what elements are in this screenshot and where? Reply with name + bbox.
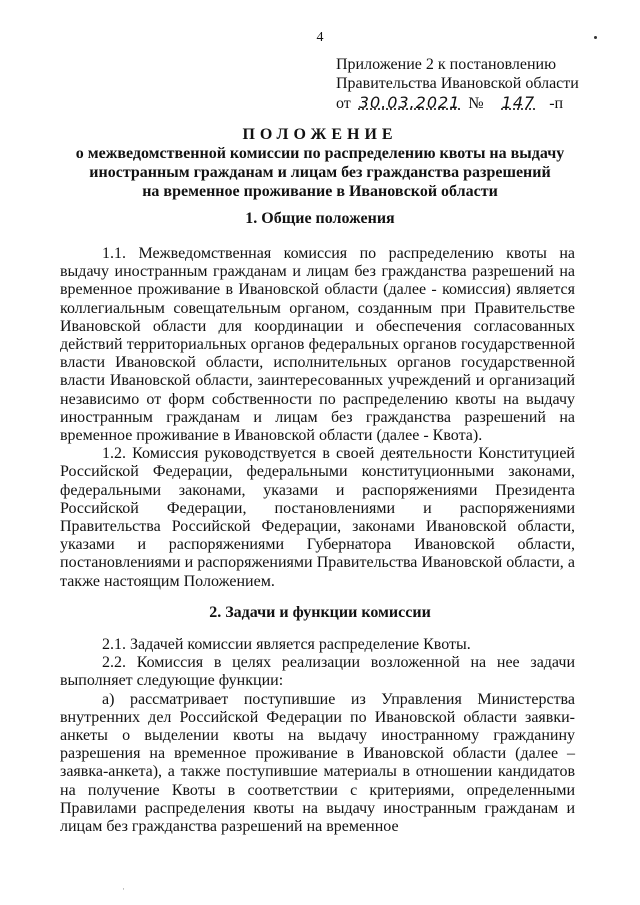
appendix-line-1: Приложение 2 к постановлению <box>336 56 557 73</box>
section-2-heading: 2. Задачи и функции комиссии <box>209 604 431 621</box>
section-2-body <box>60 636 575 836</box>
section-1-heading: 1. Общие положения <box>245 210 395 227</box>
paragraph-2-2: 2.2. Комиссия в целях реализации возложенной на нее задачи выполняет следующие функции: <box>60 654 575 690</box>
paragraph-1-2: 1.2. Комиссия руководствуется в своей деятельности Конституцией Российской Федерации, федеральными конституционными законами, федеральными законами, указами и распоряжениями Президента Российской Федерации, постановлениями и распоряжениями Правительства Российской Федерации, законами Ивановской области, указами и распоряжениями Губернатора Ивановской области, постановлениями и распоряжениями Правительства Ивановской области, а также настоящим Положением. <box>60 445 575 590</box>
appendix-number-label: № <box>468 95 484 112</box>
title-line-2: иностранным гражданам и лицам без гражданства разрешений <box>89 164 551 181</box>
title-line-1: о межведомственной комиссии по распределению квоты на выдачу <box>75 145 565 162</box>
title-main: ПОЛОЖЕНИЕ <box>242 126 398 143</box>
paragraph-2-1: 2.1. Задачей комиссии является распределение Квоты. <box>102 636 471 653</box>
page-number: 4 <box>316 30 324 45</box>
title-line-3: на временное проживание в Ивановской области <box>142 183 498 200</box>
section-1-body <box>60 245 575 591</box>
document-title <box>0 125 640 201</box>
appendix-number: 147 <box>501 93 536 112</box>
paragraph-1-1: 1.1. Межведомственная комиссия по распределению квоты на выдачу иностранным гражданам и лицам без гражданства разрешений на временное проживание в Ивановской области (далее - комиссия) является коллегиальным совещательным органом, созданным при Правительстве Ивановской области для координации и обеспечения согласованных действий территориальных органов федеральных органов государственной власти Ивановской области, исполнительных органов государственной власти Ивановской области, заинтересованных учреждений и организаций независимо от форм собственности по распределению квоты на выдачу иностранным гражданам и лицам без гражданства разрешений на временное проживание в Ивановской области (далее - Квота). <box>60 245 575 445</box>
appendix-line-2: Правительства Ивановской области <box>336 75 579 92</box>
appendix-block <box>336 55 579 113</box>
appendix-suffix: -п <box>549 95 564 112</box>
appendix-line-3 <box>336 93 579 113</box>
paragraph-2-a: а) рассматривает поступившие из Управления Министерства внутренних дел Российской Федерации по Ивановской области заявки-анкеты о выделении квоты на выдачу иностранному гражданину разрешения на временное проживание в Ивановской области (далее – заявка-анкета), а также поступившие материалы в отношении кандидатов на получение Квоты в соответствии с критериями, определенными Правилами распределения квоты на выдачу иностранным гражданам и лицам без гражданства разрешений на временное <box>60 690 575 836</box>
appendix-prefix: от <box>336 95 351 112</box>
stray-mark: · <box>122 884 125 894</box>
appendix-date: 30.03.2021 <box>358 93 461 112</box>
